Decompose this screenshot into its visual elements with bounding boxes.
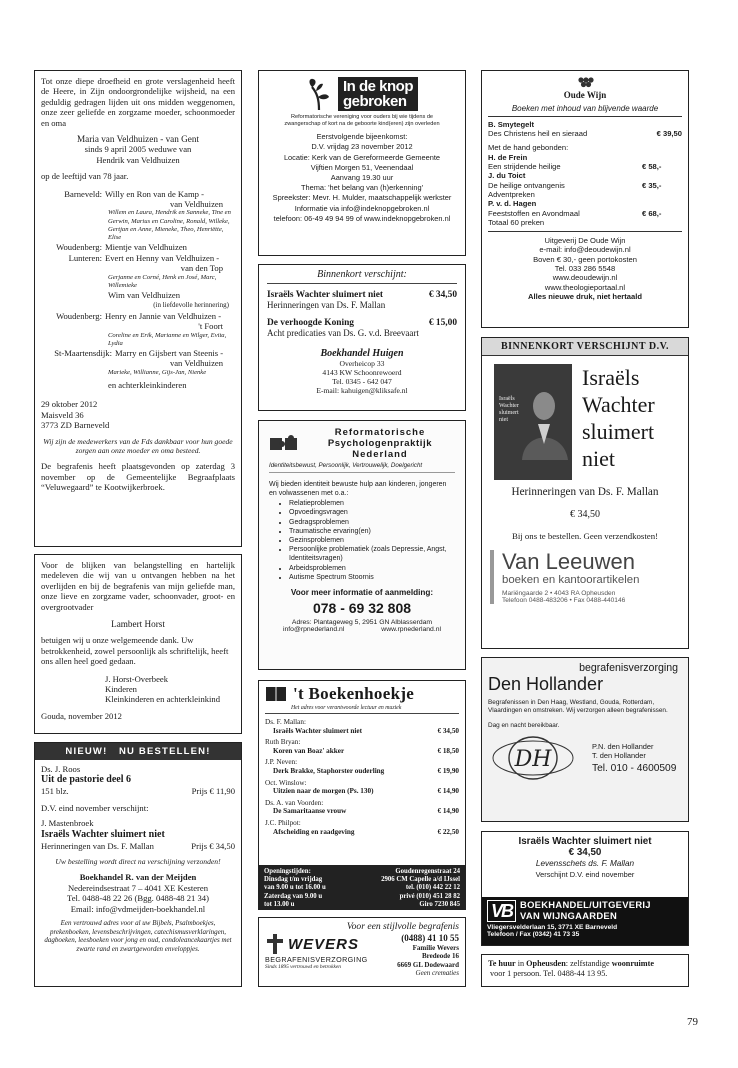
book-title: Uitzien naar de morgen (Ps. 130): [273, 787, 374, 796]
family-place: St-Maartensdijk:: [54, 347, 112, 358]
vanleeuwen-header: BINNENKORT VERSCHIJNT D.V.: [482, 338, 688, 356]
order-note: Bij ons te bestellen. Geen verzendkosten!: [511, 531, 659, 541]
book-title: Israëls Wachter sluimert niet: [41, 828, 165, 840]
book-author: J. du Toict: [488, 171, 526, 181]
book-price: € 58,-: [642, 162, 662, 172]
rpn-more: Voor meer informatie of aanmelding:: [290, 588, 434, 598]
indeknop-tagline: Reformatorische vereniging voor ouders bij wie tijdens de zwangerschap of kort na de geboorte kind(eren) zijn overleden: [284, 114, 440, 127]
director-name: T. den Hollander: [592, 750, 646, 760]
vanleeuwen-logo: [490, 550, 680, 604]
huur-label: Te huur: [488, 959, 516, 968]
event-line: Spreekster: Mevr. H. Mulder, maatschappelijk werkster: [272, 193, 452, 203]
book-list: [265, 718, 459, 836]
book-author: J. Mastenbroek: [41, 818, 94, 829]
address-line: Goudenregenstraat 24: [395, 868, 460, 875]
rpn-title: Reformatorische: [334, 427, 426, 438]
director-name: P.N. den Hollander: [592, 741, 654, 751]
release-note: D.V. eind november verschijnt:: [41, 802, 149, 813]
book-title: Een strijdende heilige: [488, 162, 561, 172]
book-subtitle: Herinneringen van Ds. F. Mallan: [267, 300, 386, 310]
book-title: De Samaritaanse vrouw: [273, 807, 347, 816]
wevers-phone: (0488) 41 10 55: [401, 933, 459, 943]
book-title: Derk Brakke, Staphorster ouderling: [273, 766, 385, 775]
publisher-phone: Tel. 033 286 5548: [554, 264, 616, 274]
flower-icon: [306, 77, 332, 111]
book-price: € 35,-: [642, 180, 662, 190]
thanks-ad: [34, 554, 242, 734]
book-subtitle: Levensschets ds. F. Mallan: [535, 859, 635, 868]
wevers-note: Geen crematies: [415, 968, 459, 977]
address-line: tel. (010) 442 22 12: [405, 884, 460, 892]
wijngaarden-phone: Telefoon / Fax (0342) 41 73 35: [487, 931, 580, 938]
list-item: [265, 718, 459, 735]
publisher-email: e-mail: info@deoudewijn.nl: [539, 245, 631, 255]
address-line: 2906 CM Capelle a/d IJssel: [381, 876, 460, 884]
publisher-name: Uitgeverij De Oude Wijn: [544, 236, 626, 246]
family-name: van Veldhuizen: [169, 358, 223, 369]
list-item: • Traumatische ervaring(en): [289, 527, 455, 536]
cross-icon: [265, 933, 285, 955]
shop-phone: Telefoon 0488-483206 • Fax 0488-440146: [502, 597, 626, 604]
signature-line: Kleinkinderen en achterkleinkind: [105, 694, 221, 705]
event-line: Informatie via info@indeknopgebroken.nl: [294, 203, 430, 213]
rpn-list: [269, 499, 455, 582]
obituary-name: Maria van Veldhuizen - van Gent: [76, 134, 200, 145]
shop-phone: Tel. 0488-48 22 26 (Bgg. 0488-48 21 34): [67, 893, 209, 904]
book-title: Israëls Wachter sluimert niet: [518, 836, 652, 847]
book-author: J.P. Neven:: [265, 758, 298, 767]
family-place: Woudenberg:: [56, 242, 102, 253]
oudewijn-logo: [488, 75, 682, 101]
book-title: Des Christens heil en sieraad: [488, 129, 588, 139]
wevers-name: Familie Wevers: [412, 944, 459, 952]
book-subtitle: Herinneringen van Ds. F. Mallan: [511, 486, 659, 498]
book-author: J.C. Philpot:: [265, 818, 301, 827]
logo-text: Van Leeuwen: [502, 549, 635, 574]
book-title: Koren van Boaz' akker: [273, 746, 345, 755]
shop-address: 4143 KW Schoonrewoerd: [322, 368, 402, 378]
book-price: € 68,-: [642, 208, 662, 218]
family-place: Lunteren:: [68, 252, 102, 263]
book-title: Uit de pastorie deel 6: [41, 774, 131, 786]
boekenhoekje-ad: [258, 680, 466, 910]
obituary-since-2: Hendrik van Veldhuizen: [96, 154, 180, 165]
book-price: € 18,50: [437, 746, 459, 755]
family-children: Gerjanne en Corné, Henk en José, Marc, Willemieke: [108, 273, 217, 289]
grandchildren: en achterkleinkinderen: [108, 379, 187, 390]
hollander-text: Begrafenissen in Den Haag, Westland, Gouda, Rotterdam, Vlaardingen en omstreken. Wij verzorgen alleen begrafenissen.: [488, 699, 668, 715]
release-note: Verschijnt D.V. eind november: [535, 870, 635, 879]
rpn-title: Nederland: [352, 449, 408, 460]
book-title: niet: [582, 446, 615, 471]
oudewijn-ad: [481, 70, 689, 328]
family-list: [41, 189, 235, 391]
family-name: 't Foort: [198, 321, 223, 332]
hollander-availability: Dag en nacht bereikbaar.: [488, 721, 560, 729]
wevers-address: Bredeode 16: [421, 952, 459, 961]
book-title: Afscheiding en raadgeving: [273, 827, 355, 836]
order-note: Uw bestelling wordt direct na verschijning verzonden!: [55, 857, 221, 867]
book-price: € 14,90: [437, 787, 459, 796]
book-icon: [265, 684, 287, 704]
book-author: Oct. Winslow:: [265, 778, 307, 787]
book-author: Ds. F. Mallan:: [265, 718, 306, 726]
rpn-address: Adres: Plantageweg 5, 2951 GN Alblasserdam: [291, 619, 433, 627]
nieuw-header: NIEUW! NU BESTELLEN!: [35, 743, 241, 760]
wevers-address: 6669 GL Dodewaard: [397, 960, 459, 969]
huur-text: in: [515, 959, 527, 968]
event-line: D.V. vrijdag 23 november 2012: [311, 142, 413, 152]
indeknop-ad: [258, 70, 466, 256]
hours-line: Dinsdag t/m vrijdag: [264, 876, 323, 884]
shop-name: Boekhandel R. van der Meijden: [79, 872, 197, 883]
huigen-ad: [258, 264, 466, 411]
obituary-intro: Tot onze diepe droefheid en grote verslagenheid heeft de Heere, in Zijn ondoorgrondelijke wijsheid, na een geduldig gedragen lijden uit ons midden weggenomen, onze zeer geliefde en zorgzame moeder, schoonmoeder en oma: [41, 76, 235, 128]
page-number: 79: [687, 1016, 698, 1028]
book-author: Ds. J. Roos: [41, 764, 81, 774]
shop-address: Mariëngaarde 2 • 4043 RA Opheusden: [502, 590, 616, 597]
obituary-since-1: sinds 9 april 2005 weduwe van: [84, 144, 192, 155]
logo-text: Oude Wijn: [563, 90, 607, 101]
wevers-logo: WEVERS: [288, 935, 360, 953]
boekenhoekje-logo: [265, 684, 459, 704]
book-price: € 34,50: [428, 290, 457, 300]
publisher-porto: Boven € 30,- geen portokosten: [533, 254, 637, 264]
family-name: Mientje van Veldhuizen: [105, 242, 187, 253]
wevers-ad: [258, 917, 466, 987]
shop-address: Nedereindsestraat 7 – 4041 XE Kesteren: [67, 882, 209, 893]
wijngaarden-name: BOEKHANDEL/UITGEVERIJ: [520, 899, 651, 911]
logo-line: In de knop: [343, 78, 413, 95]
list-item: • Arbeidsproblemen: [289, 564, 455, 573]
vandermeijden-ad: [34, 742, 242, 987]
huur-text: voor 1 persoon. Tel. 0488-44 13 95.: [488, 969, 608, 979]
event-line: telefoon: 06-49 49 94 99 of www.indeknopgebroken.nl: [273, 213, 451, 223]
hours-line: Zaterdag van 9.00 u: [264, 892, 323, 900]
rpn-web: www.rpnederland.nl: [381, 626, 441, 634]
family-children: Willem en Laura, Hendrik en Sanneke, Tine en Gerwin, Marius en Caroline, Ronald, Willeke, Gertjan en Anne, Mieneke, Theo, Henriëtte, Elise: [108, 209, 231, 242]
puzzle-icon: [269, 432, 299, 456]
list-item: [265, 758, 459, 775]
rpn-title: Psychologenpraktijk: [327, 438, 433, 449]
obituary-address-2: 3773 ZD Barneveld: [41, 420, 110, 431]
thanks-signature: [41, 674, 235, 705]
book-title: Israëls Wachter sluimert niet: [273, 726, 362, 735]
family-name: Willy en Ron van de Kamp -: [105, 188, 204, 199]
boekenhoekje-footer: [259, 865, 465, 909]
family-name: Henry en Jannie van Veldhuizen -: [105, 310, 222, 321]
book-price: € 22,50: [437, 827, 459, 836]
huur-ad: [481, 954, 689, 987]
shop-email: E-mail: kahuigen@kliksafe.nl: [316, 386, 408, 396]
thanks-text-2: betuigen wij u onze welgemeende dank. Uw betrokkenheid, zowel persoonlijk als schriftelijk, heeft ons allen heel goed gedaan.: [41, 635, 229, 667]
event-line: Vijftien Morgen 51, Veenendaal: [310, 162, 414, 172]
family-name: van den Top: [180, 263, 223, 274]
wevers-since: Sinds 1895 vertrouwd en betrokken: [265, 964, 341, 970]
book-title: De verhoogde Koning: [267, 318, 354, 329]
book-price: € 34,50: [570, 509, 600, 520]
family-place: Barneveld:: [64, 188, 102, 199]
wijngaarden-ad: [481, 831, 689, 946]
book-title: sluimert: [582, 419, 655, 444]
shop-address: Overheicop 33: [339, 358, 385, 368]
binding-note: Met de hand gebonden:: [488, 143, 569, 153]
book-title: Feeststoffen en Avondmaal: [488, 208, 580, 218]
wijngaarden-address: Vliegersvelderlaan 15, 3771 XE Barneveld: [487, 924, 618, 931]
hours-line: tot 13.00 u: [264, 900, 295, 908]
logo-sub: boeken en kantoorartikelen: [502, 574, 640, 586]
book-price: Prijs € 11,90: [191, 786, 235, 797]
publisher-web: www.deoudewijn.nl: [552, 273, 618, 283]
rpn-email: info@rpnederland.nl: [283, 626, 345, 634]
wevers-sub: BEGRAFENISVERZORGING: [265, 955, 368, 964]
shop-phone: Tel. 0345 - 642 047: [332, 377, 392, 387]
event-line: Aanvang 19.30 uur: [330, 173, 394, 182]
book-price: € 19,90: [437, 766, 459, 775]
thanks-text: Voor de blijken van belangstelling en hartelijk medeleven die wij van u ontvangen hebben na het overlijden en bij de begrafenis van mijn geliefde man, onze lieve en zorgzame vader, schoonvader, groot- en overgrootvader: [41, 560, 235, 612]
obituary-age: op de leeftijd van 78 jaar.: [41, 171, 129, 182]
family-name: Evert en Henny van Veldhuizen -: [105, 252, 220, 263]
event-line: Thema: 'het belang van (h)erkenning': [301, 183, 423, 193]
book-title: De heilige ontvangenis: [488, 180, 565, 190]
book-price: € 34,50: [568, 847, 602, 858]
obituary-address-1: Maisveld 36: [41, 409, 84, 420]
rpn-intro: Wij bieden identiteit bewuste hulp aan kinderen, jongeren en volwassenen met o.a.:: [269, 481, 447, 497]
book-subtitle: Adventpreken: [488, 189, 535, 199]
list-item: • Gezinsproblemen: [289, 536, 455, 545]
book-subtitle: Herinneringen van Ds. F. Mallan: [41, 840, 154, 851]
book-pages: 151 blz.: [41, 786, 69, 797]
vanleeuwen-ad: [481, 337, 689, 649]
huur-text: : zelfstandige: [565, 959, 612, 968]
hollander-logo: [488, 735, 578, 781]
huigen-header: Binnenkort verschijnt:: [267, 269, 457, 284]
obituary-ad: [34, 70, 242, 547]
book-price: € 39,50: [656, 129, 682, 139]
rpn-ad: [258, 420, 466, 670]
book-price: Prijs € 34,50: [191, 840, 235, 851]
rpn-phone: 078 - 69 32 808: [312, 600, 412, 617]
wijngaarden-footer: [482, 897, 688, 945]
wijngaarden-logo: VB: [487, 900, 516, 922]
family-name: Wim van Veldhuizen: [108, 289, 181, 300]
signature-line: Kinderen: [105, 684, 137, 695]
family-name: van Veldhuizen: [169, 199, 223, 210]
logo-text: 't Boekenhoekje: [293, 684, 415, 703]
grapes-icon: [575, 75, 595, 89]
list-item: • Opvoedingsvragen: [289, 508, 455, 517]
huur-place: Opheusden: [526, 959, 566, 968]
list-item: • Gedragsproblemen: [289, 518, 455, 527]
event-line: Eerstvolgende bijeenkomst:: [316, 132, 408, 142]
shop-name: Boekhandel Huigen: [320, 347, 404, 359]
family-place: Woudenberg:: [56, 310, 102, 321]
list-item: [265, 738, 459, 755]
event-line: Locatie: Kerk van de Gereformeerde Gemeente: [283, 152, 441, 162]
book-cover: [494, 364, 572, 480]
logo-text: DH: [514, 746, 552, 772]
book-title: Israëls Wachter sluimert niet: [267, 290, 384, 300]
address-line: privé (010) 451 28 82: [399, 892, 460, 900]
list-item: • Persoonlijke problematiek (zoals Depressie, Angst, Identiteitsvragen): [289, 545, 455, 563]
book-price: € 14,90: [437, 807, 459, 816]
list-item: [265, 799, 459, 816]
list-item: [265, 819, 459, 836]
hours-label: Openingstijden:: [264, 868, 311, 875]
book-subtitle: Acht predicaties van Ds. G. v.d. Breevaart: [267, 328, 419, 339]
list-item: [265, 779, 459, 796]
family-note: (in liefdevolle herinnering): [153, 301, 229, 310]
book-price: € 15,00: [428, 318, 457, 329]
book-author: H. de Frein: [488, 152, 528, 162]
hollander-ad: [481, 657, 689, 822]
logo-line: gebroken: [343, 93, 407, 110]
thanks-name: Lambert Horst: [111, 619, 165, 630]
cover-title: Israëls Wachter sluimert niet: [499, 396, 519, 423]
book-author: B. Smytegelt: [488, 119, 534, 129]
book-title: Wachter: [582, 392, 655, 417]
family-name: Marry en Gijsbert van Steenis -: [115, 347, 224, 358]
address-line: Giro 7230 845: [419, 900, 460, 908]
signature-line: J. Horst-Overbeek: [105, 673, 169, 684]
book-author: Ruth Bryan:: [265, 738, 301, 747]
hours-line: van 9.00 u tot 16.00 u: [264, 884, 326, 892]
shop-footer: Een vertrouwd adres voor al uw Bijbels, Psalmboekjes, prekenboeken, levensbeschrijvingen, catechismusverklaringen, dagboeken, leesboeken voor jong en oud, condoleancekaartjes met zwarte rand en zwartgeworden enveloppjes.: [44, 919, 232, 953]
publisher-note: Alles nieuwe druk, niet hertaald: [528, 291, 642, 301]
oudewijn-header: Boeken met inhoud van blijvende waarde: [488, 101, 682, 117]
thanks-place: Gouda, november 2012: [41, 710, 122, 721]
list-item: • Autisme Spectrum Stoornis: [289, 573, 455, 582]
hollander-small: begrafenisverzorging: [579, 662, 678, 674]
obituary-date: 29 oktober 2012: [41, 399, 98, 410]
obituary-funeral: De begrafenis heeft plaatsgevonden op zaterdag 3 november op de Gemeentelijke Begraafplaats “Veluwegaard” te Kootwijkerbroek.: [41, 461, 235, 493]
publisher-web: www.theologieportaal.nl: [544, 282, 626, 292]
wijngaarden-name: VAN WIJNGAARDEN: [520, 910, 618, 921]
book-price: € 34,50: [437, 726, 459, 735]
family-children: Coreline en Erik, Marianne en Wilger, Evita, Lydia: [108, 331, 227, 347]
rpn-tagline: Identiteitsbewust, Persoonlijk, Vertrouwelijk, Doelgericht: [269, 462, 455, 473]
family-children: Marieke, Willianne, Gijs-Jan, Nienke: [108, 368, 207, 376]
boekenhoekje-tagline: Het adres voor verantwoorde lectuur en muziek: [265, 704, 459, 714]
shop-email: Email: info@vdmeijden-boekhandel.nl: [70, 903, 206, 914]
book-author: Ds. A. van Voorden:: [265, 798, 324, 807]
obituary-thanks: Wij zijn de medewerkers van de Fds dankbaar voor hun goede zorgen aan onze moeder en oma besteed.: [43, 436, 233, 455]
hollander-phone: Tel. 010 - 4600509: [592, 762, 677, 774]
wevers-slogan: Voor een stijlvolle begrafenis: [346, 921, 459, 932]
book-subtitle: Totaal 60 preken: [488, 217, 545, 227]
book-title: Israëls: [582, 365, 640, 390]
huur-type: woonruimte: [611, 959, 654, 968]
hollander-name: Den Hollander: [488, 674, 604, 694]
book-author: P. v. d. Hagen: [488, 199, 537, 209]
list-item: • Relatieproblemen: [289, 499, 455, 508]
indeknop-logo: [264, 77, 460, 111]
